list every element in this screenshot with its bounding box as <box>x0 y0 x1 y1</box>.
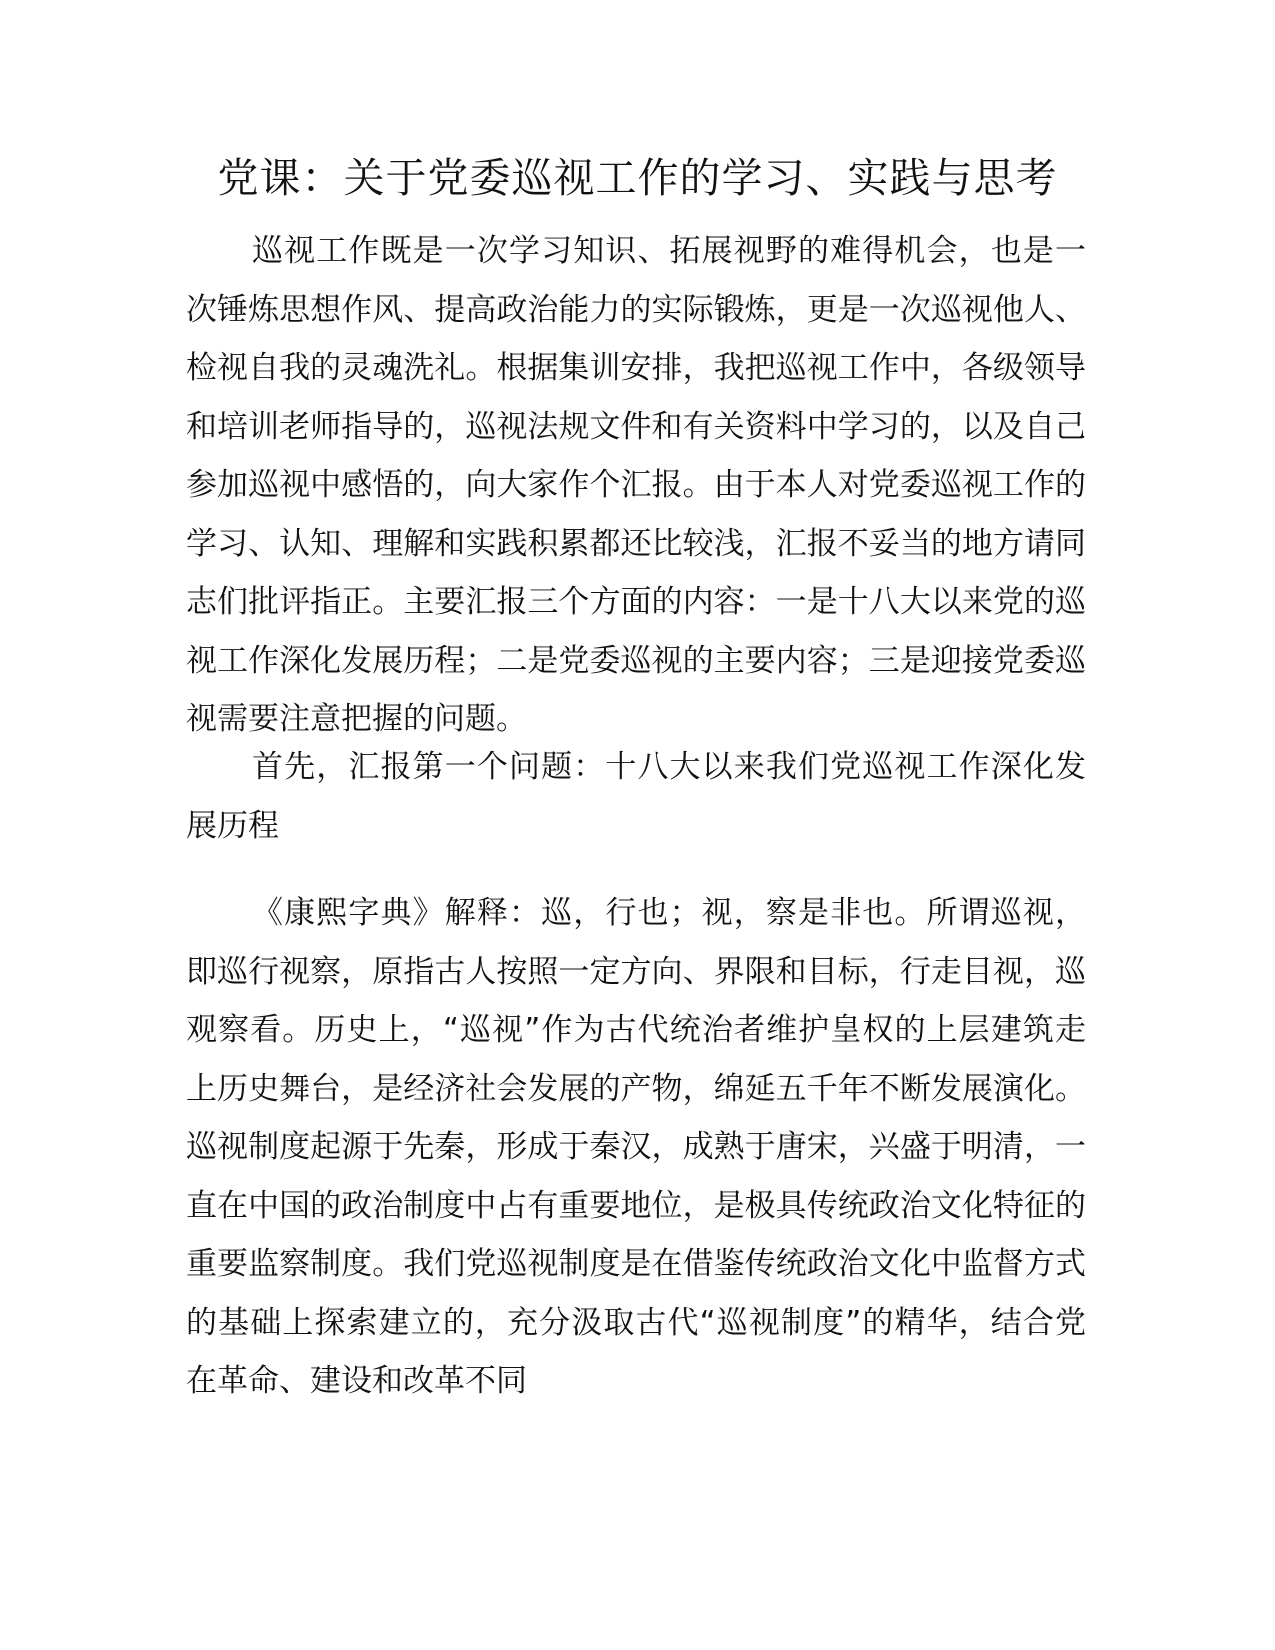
document-title: 党课：关于党委巡视工作的学习、实践与思考 <box>217 154 1058 202</box>
paragraph-history: 《康熙字典》解释：巡，行也；视，察是非也。所谓巡视，即巡行视察，原指古人按照一定方向、界限和目标，行走目视，巡观察看。历史上，“巡视”作为古代统治者维护皇权的上层建筑走上历史舞台，是经济社会发展的产物，绵延五千年不断发展演化。巡视制度起源于先秦，形成于秦汉，成熟于唐宋，兴盛于明清，一直在中国的政治制度中占有重要地位，是极具传统政治文化特征的重要监察制度。我们党巡视制度是在借鉴传统政治文化中监督方式的基础上探索建立的，充分汲取古代“巡视制度”的精华，结合党在革命、建设和改革不同 <box>186 895 1086 1399</box>
paragraph-intro: 巡视工作既是一次学习知识、拓展视野的难得机会，也是一次锤炼思想作风、提高政治能力的实际锻炼，更是一次巡视他人、检视自我的灵魂洗礼。根据集训安排，我把巡视工作中，各级领导和培训老师指导的，巡视法规文件和有关资料中学习的，以及自己参加巡视中感悟的，向大家作个汇报。由于本人对党委巡视工作的学习、认知、理解和实践积累都还比较浅，汇报不妥当的地方请同志们批评指正。主要汇报三个方面的内容：一是十八大以来党的巡视工作深化发展历程；二是党委巡视的主要内容；三是迎接党委巡视需要注意把握的问题。 <box>186 233 1086 737</box>
paragraph-section-heading: 首先，汇报第一个问题：十八大以来我们党巡视工作深化发展历程 <box>186 749 1086 844</box>
